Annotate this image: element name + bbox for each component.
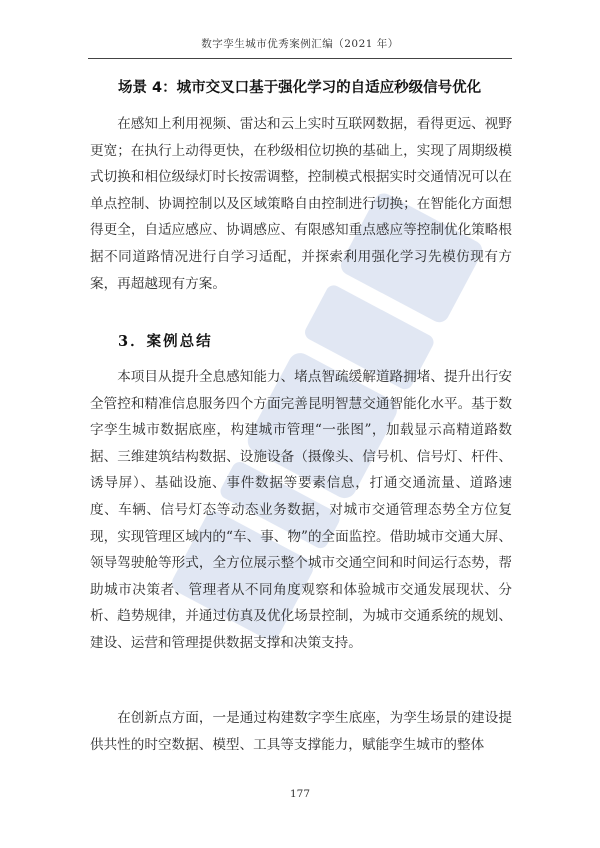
summary-paragraph-2: 在创新点方面，一是通过构建数字孪生底座，为孪生场景的建设提供共性的时空数据、模型、工具等支撑能力，赋能孪生城市的整体 xyxy=(90,710,512,753)
summary-heading: 3．案例总结 xyxy=(118,333,213,350)
section-heading: 场景 4：城市交叉口基于强化学习的自适应秒级信号优化 xyxy=(118,80,482,96)
header-rule xyxy=(88,58,512,59)
page-number: 177 xyxy=(289,788,311,800)
running-header: 数字孪生城市优秀案例汇编（2021 年） xyxy=(201,38,399,50)
summary-paragraph-1: 本项目从提升全息感知能力、堵点智疏缓解道路拥堵、提升出行安全管控和精准信息服务四个方面完善昆明智慧交通智能化水平。基于数字孪生城市数据底座，构建城市管理“一张图”，加载显示高精道路数据、三维建筑结构数据、设施设备（摄像头、信号机、信号灯、杆件、诱导屏）、基础设施、事件数据等要素信息，打通交通流量、道路速度、车辆、信号灯态等动态业务数据，对城市交通管理态势全方位复现，实现管理区域内的“车、事、物”的全面监控。借助城市交通大屏、领导驾驶舱等形式，全方位展示整个城市交通空间和时间运行态势，帮助城市决策者、管理者从不同角度观察和体验城市交通发展现状、分析、趋势规律，并通过仿真及优化场景控制，为城市交通系统的规划、建设、运营和管理提供数据支撑和决策支持。 xyxy=(90,369,512,651)
section-paragraph: 在感知上利用视频、雷达和云上实时互联网数据，看得更远、视野更宽；在执行上动得更快，在秒级相位切换的基础上，实现了周期级模式切换和相位级绿灯时长按需调整，控制模式根据实时交通情况可以在单点控制、协调控制以及区域策略自由控制进行切换；在智能化方面想得更全，自适应感应、协调感应、有限感知重点感应等控制优化策略根据不同道路情况进行自学习适配，并探索利用强化学习先模仿现有方案，再超越现有方案。 xyxy=(90,116,512,292)
